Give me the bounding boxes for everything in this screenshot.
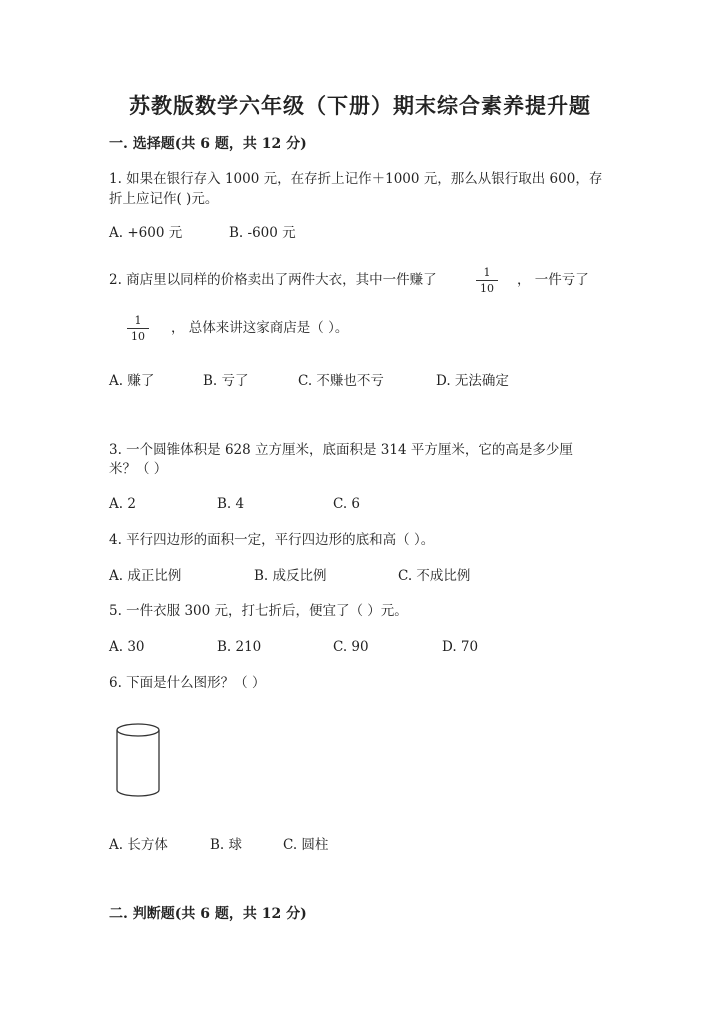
- question-2-fraction-1: [476, 266, 498, 295]
- question-4-option-b: B. 成反比例: [254, 568, 327, 584]
- question-6-option-b: B. 球: [210, 837, 243, 853]
- question-6-option-a: A. 长方体: [109, 837, 168, 853]
- question-6-text: 6. 下面是什么图形？（ ）: [109, 675, 266, 691]
- question-3-option-a: A. 2: [109, 496, 136, 512]
- question-5-option-b: B. 210: [217, 639, 262, 655]
- section-heading-choice: 一. 选择题(共 6 题，共 12 分): [109, 136, 307, 152]
- fraction-1-bar: [476, 280, 498, 281]
- fraction-1-numerator: 1: [483, 266, 491, 279]
- question-4-text: 4. 平行四边形的面积一定，平行四边形的底和高（ ）。: [109, 532, 435, 548]
- question-5-text: 5. 一件衣服 300 元，打七折后，便宜了（ ）元。: [109, 603, 408, 619]
- question-1-option-a: A. +600 元: [109, 225, 183, 241]
- question-5-option-c: C. 90: [333, 639, 369, 655]
- fraction-2-bar: [127, 328, 149, 329]
- question-3-line-1: 3. 一个圆锥体积是 628 立方厘米，底面积是 314 平方厘米，它的高是多少厘: [109, 442, 573, 458]
- question-2-option-a: A. 赚了: [109, 373, 155, 389]
- question-2-option-b: B. 亏了: [203, 373, 249, 389]
- fraction-1-denominator: 10: [480, 282, 494, 295]
- question-1-line-1: 1. 如果在银行存入 1000 元，在存折上记作＋1000 元，那么从银行取出 600，存: [109, 171, 603, 187]
- cylinder-figure-icon: [112, 720, 166, 800]
- question-2-fraction-2: [127, 314, 149, 343]
- question-1-line-2: 折上应记作( )元。: [109, 191, 219, 207]
- question-1-option-b: B. -600 元: [229, 225, 296, 241]
- fraction-2-denominator: 10: [131, 330, 145, 343]
- question-3-line-2: 米？（ ）: [109, 461, 168, 477]
- question-2-text-1: 2. 商店里以同样的价格卖出了两件大衣，其中一件赚了: [109, 272, 437, 288]
- page-title: 苏教版数学六年级（下册）期末综合素养提升题: [129, 93, 591, 118]
- fraction-2-numerator: 1: [134, 314, 142, 327]
- question-2-text-2: ， 一件亏了: [517, 272, 589, 288]
- question-6-option-c: C. 圆柱: [283, 837, 329, 853]
- question-3-option-c: C. 6: [333, 496, 361, 512]
- question-5-option-d: D. 70: [442, 639, 479, 655]
- section-heading-judgement: 二. 判断题(共 6 题，共 12 分): [109, 906, 307, 922]
- question-2-text-3: ， 总体来讲这家商店是（ ）。: [171, 320, 349, 336]
- question-3-option-b: B. 4: [217, 496, 245, 512]
- question-4-option-a: A. 成正比例: [109, 568, 182, 584]
- question-5-option-a: A. 30: [109, 639, 145, 655]
- question-2-option-c: C. 不赚也不亏: [298, 373, 384, 389]
- question-4-option-c: C. 不成比例: [398, 568, 471, 584]
- question-2-option-d: D. 无法确定: [436, 373, 509, 389]
